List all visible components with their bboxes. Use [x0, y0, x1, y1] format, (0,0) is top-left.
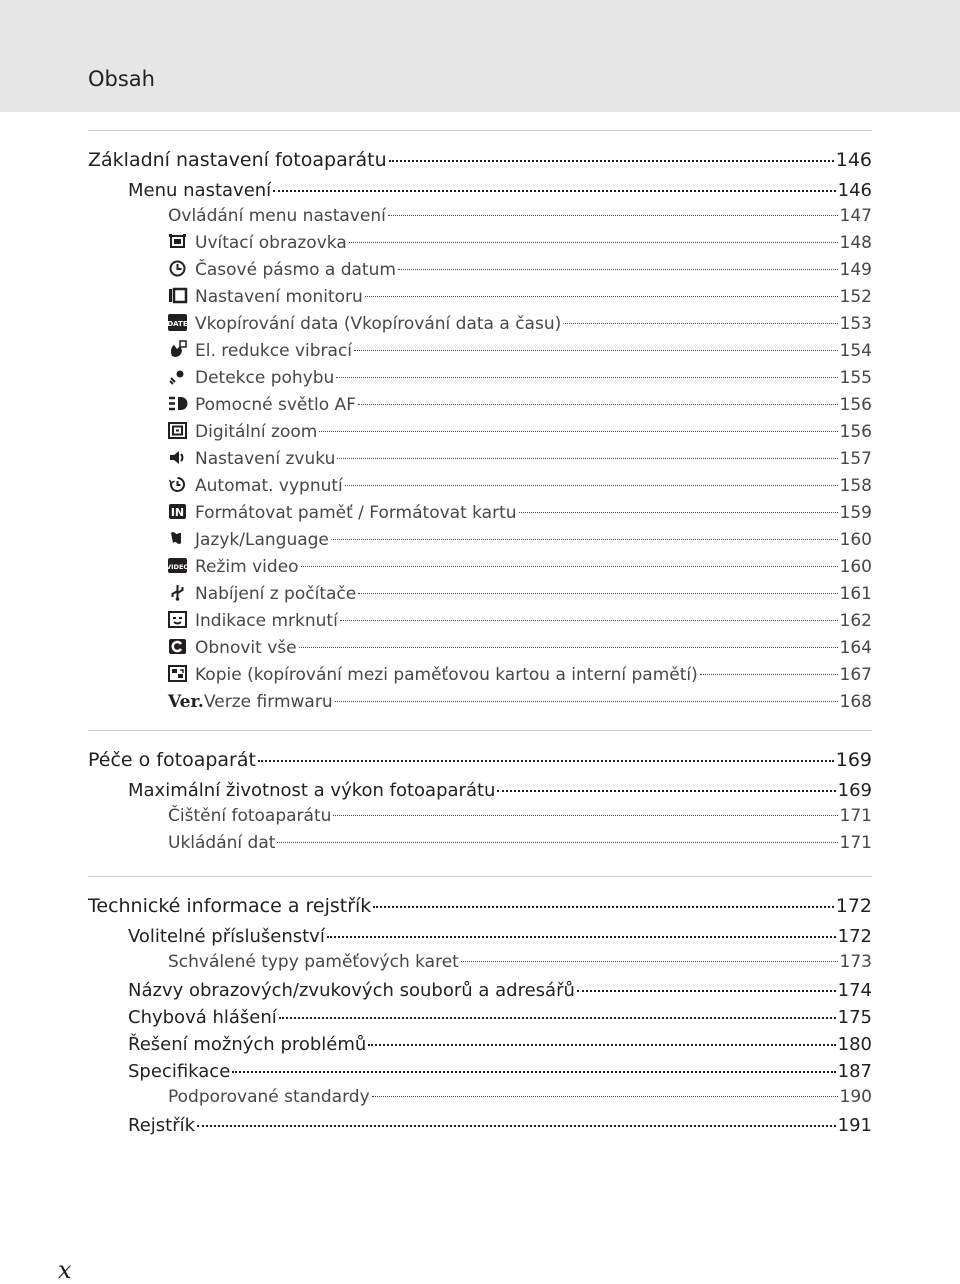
dot-leader [497, 772, 835, 792]
page-number: 158 [839, 476, 872, 496]
entry-title: Schválené typy paměťových karet [168, 952, 459, 972]
entry-title: Ukládání dat [168, 833, 276, 853]
entry-title: Pomocné světlo AF [195, 395, 356, 415]
page-number: 164 [839, 638, 872, 658]
af-assist-icon [168, 395, 187, 412]
page-number: 187 [837, 1061, 872, 1082]
dot-leader [333, 798, 837, 816]
svg-text:IN: IN [170, 506, 185, 519]
toc-entry-label-group [128, 923, 325, 950]
dot-leader [273, 172, 835, 192]
toc-entry-label-group [128, 1004, 277, 1031]
date-imprint-icon [168, 314, 187, 331]
page-number: 172 [835, 895, 872, 917]
entry-title: El. redukce vibrací [195, 341, 353, 361]
entry-title: Menu nastavení [128, 180, 272, 201]
reset-icon [168, 638, 187, 655]
firmware-icon [168, 692, 204, 712]
toc-entry-label-group [128, 1112, 195, 1139]
motion-detection-icon [168, 368, 187, 385]
dot-leader [388, 198, 838, 216]
dot-leader [340, 603, 838, 621]
dot-leader [197, 1107, 836, 1127]
page-number: 155 [839, 368, 872, 388]
page-number: 148 [839, 233, 872, 253]
copy-icon [168, 665, 187, 682]
toc-subentry-label-group [168, 230, 347, 257]
dot-leader [563, 306, 837, 324]
monitor-icon [168, 287, 187, 304]
page-number-footer: x [58, 1256, 72, 1284]
entry-title: Čištění fotoaparátu [168, 806, 332, 826]
toc-section [88, 876, 872, 1138]
dot-leader [372, 1079, 838, 1097]
page-number: 147 [839, 206, 872, 226]
entry-title: Názvy obrazových/zvukových souborů a adresářů [128, 980, 575, 1001]
page-number: 180 [837, 1034, 872, 1055]
page-number: 154 [839, 341, 872, 361]
page-number: 152 [839, 287, 872, 307]
dot-leader [327, 918, 836, 938]
dot-leader [299, 630, 838, 648]
toc-subentry-label-group [168, 338, 352, 365]
section-divider [88, 876, 872, 877]
entry-title: Automat. vypnutí [195, 476, 343, 496]
page-number: 160 [839, 557, 872, 577]
entry-title: Indikace mrknutí [195, 611, 338, 631]
dot-leader [301, 549, 838, 567]
entry-title: Digitální zoom [195, 422, 318, 442]
page-number: 156 [839, 395, 872, 415]
toc-subentry-label-group [168, 365, 334, 392]
format-icon [168, 503, 187, 520]
toc-section [88, 130, 872, 716]
entry-title: Uvítací obrazovka [195, 233, 347, 253]
entry-title: Kopie (kopírování mezi paměťovou kartou a interní pamětí) [195, 665, 698, 685]
svg-text:Ver.: Ver. [168, 692, 204, 712]
entry-title: Nabíjení z počítače [195, 584, 357, 604]
toc-subentry-label-group [168, 689, 333, 716]
page-number: 168 [839, 692, 872, 712]
entry-title: Rejstřík [128, 1115, 196, 1136]
dot-leader [358, 576, 837, 594]
page-number: 149 [839, 260, 872, 280]
dot-leader [277, 825, 837, 843]
section-divider [88, 730, 872, 731]
usb-charge-icon [168, 584, 187, 601]
dot-leader [331, 522, 838, 540]
page-number: 157 [839, 449, 872, 469]
toc-subentry-label-group [168, 554, 299, 581]
dot-leader [258, 741, 834, 762]
entry-title: Vkopírování data (Vkopírování data a času) [195, 314, 562, 334]
page-number: 175 [837, 1007, 872, 1028]
entry-title: Jazyk/Language [195, 530, 329, 550]
entry-title: Režim video [195, 557, 299, 577]
dot-leader [577, 972, 836, 992]
page-number: 161 [839, 584, 872, 604]
section-divider [88, 130, 872, 131]
page-number: 159 [839, 503, 872, 523]
entry-title: Obnovit vše [195, 638, 297, 658]
entry-title: Formátovat paměť / Formátovat kartu [195, 503, 517, 523]
page-number: 171 [839, 806, 872, 826]
entry-title: Verze firmwaru [204, 692, 333, 712]
blink-warning-icon [168, 611, 187, 628]
svg-text:DATE: DATE [167, 320, 188, 328]
auto-off-icon [168, 476, 187, 493]
toc-entry[interactable] [88, 1111, 872, 1138]
page-title: Obsah [88, 67, 155, 91]
page-number: 167 [839, 665, 872, 685]
entry-title: Řešení možných problémů [128, 1034, 367, 1055]
page-number: 171 [839, 833, 872, 853]
page-number: 153 [839, 314, 872, 334]
dot-leader [345, 468, 838, 486]
toc-subentry[interactable] [88, 830, 872, 857]
dot-leader [519, 495, 838, 513]
toc-subentry-label-group [168, 635, 297, 662]
entry-title: Základní nastavení fotoaparátu [88, 149, 387, 171]
header-band [0, 0, 960, 112]
toc-section [88, 730, 872, 857]
dot-leader [349, 225, 838, 243]
dot-leader [358, 387, 838, 405]
toc-subentry-label-group [168, 949, 459, 976]
toc-subentry-label-group [168, 257, 396, 284]
toc-entry-label-group [128, 1058, 230, 1085]
dot-leader [365, 279, 838, 297]
dot-leader [354, 333, 838, 351]
dot-leader [232, 1053, 835, 1073]
entry-title: Časové pásmo a datum [195, 260, 396, 280]
language-icon [168, 530, 187, 547]
entry-title: Technické informace a rejstřík [88, 895, 372, 917]
page-number: 169 [835, 749, 872, 771]
page-number: 173 [839, 952, 872, 972]
toc-section-heading-label-group [88, 744, 256, 776]
dot-leader [319, 414, 837, 432]
entry-title: Detekce pohybu [195, 368, 335, 388]
entry-title: Nastavení zvuku [195, 449, 336, 469]
page-number: 160 [839, 530, 872, 550]
entry-title: Maximální životnost a výkon fotoaparátu [128, 780, 496, 801]
dot-leader [373, 887, 833, 908]
toc-entry-label-group [128, 177, 271, 204]
dot-leader [337, 441, 837, 459]
clock-icon [168, 260, 187, 277]
sound-icon [168, 449, 187, 466]
page-number: 146 [837, 180, 872, 201]
entry-title: Specifikace [128, 1061, 231, 1082]
toc-subentry-label-group [168, 446, 335, 473]
dot-leader [336, 360, 837, 378]
page-number: 146 [835, 149, 872, 171]
dot-leader [335, 684, 838, 702]
page-number: 172 [837, 926, 872, 947]
toc-subentry[interactable] [88, 689, 872, 716]
toc-subentry-label-group [168, 419, 317, 446]
dot-leader [700, 657, 838, 675]
page-number: 191 [837, 1115, 872, 1136]
dot-leader [279, 999, 836, 1019]
digital-zoom-icon [168, 422, 187, 439]
dot-leader [389, 141, 834, 162]
page-number: 156 [839, 422, 872, 442]
entry-title: Chybová hlášení [128, 1007, 277, 1028]
page-number: 190 [839, 1087, 872, 1107]
toc-subentry-label-group [168, 473, 343, 500]
page-number: 174 [837, 980, 872, 1001]
entry-title: Podporované standardy [168, 1087, 370, 1107]
entry-title: Nastavení monitoru [195, 287, 363, 307]
entry-title: Péče o fotoaparát [88, 749, 256, 771]
entry-title: Ovládání menu nastavení [168, 206, 386, 226]
page-number: 162 [839, 611, 872, 631]
video-mode-icon [168, 557, 187, 574]
toc-subentry-label-group [168, 581, 356, 608]
toc-subentry-label-group [168, 284, 363, 311]
entry-title: Volitelné příslušenství [128, 926, 325, 947]
dot-leader [398, 252, 838, 270]
toc-subentry-label-group [168, 830, 275, 857]
vibration-reduction-icon [168, 341, 187, 358]
svg-text:VIDEO: VIDEO [166, 563, 189, 571]
page-number: 169 [837, 780, 872, 801]
welcome-screen-icon [168, 233, 187, 250]
dot-leader [461, 944, 838, 962]
dot-leader [368, 1026, 835, 1046]
